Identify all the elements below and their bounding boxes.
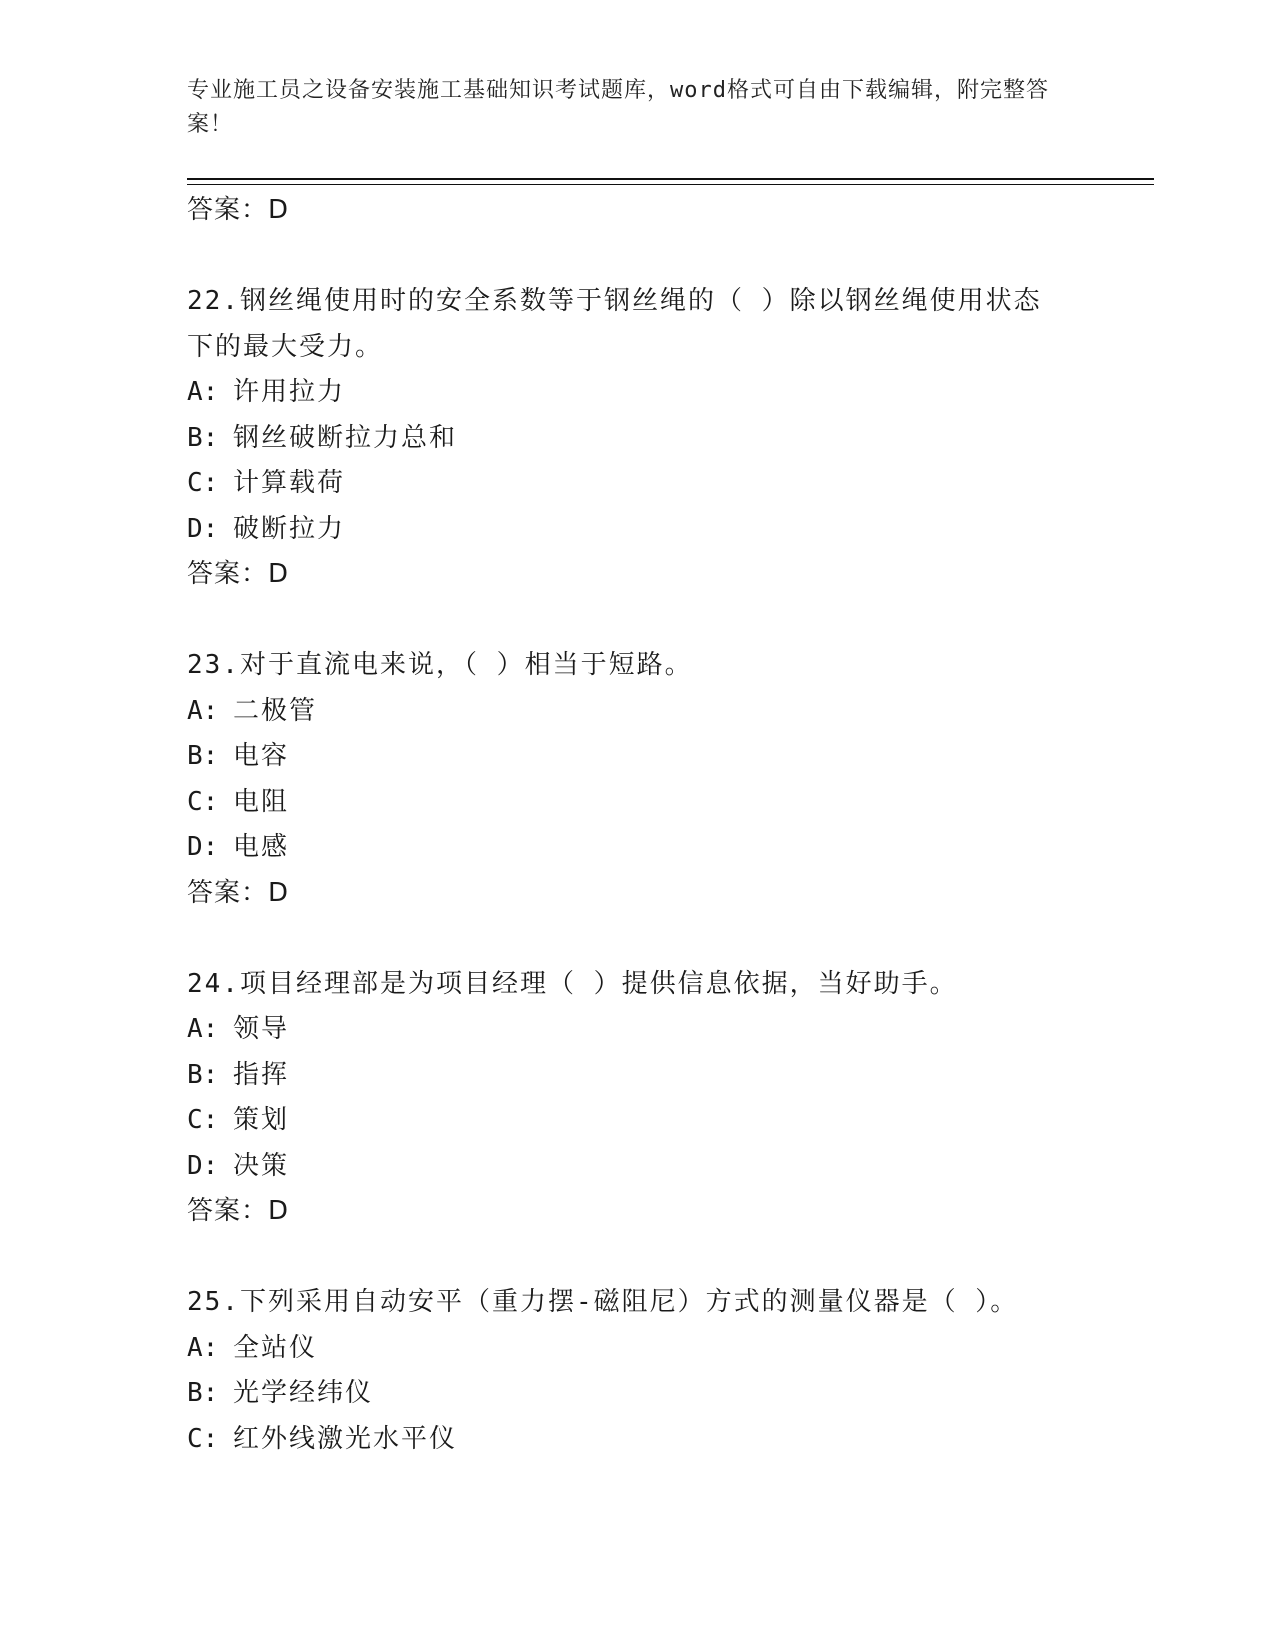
option-letter: B: (187, 1378, 219, 1408)
answer-line: 答案：D (187, 1196, 290, 1226)
option-text: 电容 (233, 741, 290, 771)
option-letter: D: (187, 513, 219, 544)
question-stem: 24.项目经理部是为项目经理（ ）提供信息依据，当好助手。 (187, 968, 958, 999)
option-text: 许用拉力 (233, 377, 346, 407)
option-d (187, 825, 1087, 871)
option-d (187, 507, 1087, 553)
header-rule-thick (187, 178, 1154, 180)
option-c (187, 1417, 1087, 1463)
option-d (187, 1144, 1087, 1190)
spacer (187, 1235, 1087, 1281)
answer-line: 答案：D (187, 559, 290, 589)
option-text: 破断拉力 (233, 513, 346, 544)
question-list (187, 188, 1087, 1462)
option-c (187, 461, 1087, 507)
option-text: 计算载荷 (233, 468, 346, 498)
option-text: 指挥 (233, 1059, 290, 1090)
spacer (187, 916, 1087, 962)
option-c (187, 1098, 1087, 1144)
header-rule-thin (187, 184, 1154, 185)
answer-line: 答案：D (187, 877, 290, 908)
option-letter: C: (187, 468, 219, 498)
question-stem: 22.钢丝绳使用时的安全系数等于钢丝绳的（ ）除以钢丝绳使用状态 (187, 286, 1042, 316)
option-b (187, 416, 1087, 462)
option-b (187, 1053, 1087, 1099)
answer-line: 答案：D (187, 195, 290, 225)
option-letter: B: (187, 1059, 219, 1090)
option-text: 光学经纬仪 (233, 1378, 374, 1408)
question-stem: 23.对于直流电来说，（ ）相当于短路。 (187, 650, 693, 680)
option-letter: A: (187, 1332, 219, 1363)
option-a (187, 689, 1087, 735)
question-stem: 25.下列采用自动安平（重力摆-磁阻尼）方式的测量仪器是（ ）。 (187, 1287, 1019, 1317)
option-letter: D: (187, 832, 219, 862)
option-text: 电感 (233, 832, 290, 862)
option-letter: A: (187, 1014, 219, 1044)
option-letter: A: (187, 377, 219, 407)
document-header: 专业施工员之设备安装施工基础知识考试题库，word格式可自由下载编辑，附完整答案！ (187, 78, 1049, 137)
option-c (187, 780, 1087, 826)
option-text: 全站仪 (233, 1332, 318, 1363)
option-text: 二极管 (233, 695, 318, 726)
option-text: 决策 (233, 1150, 290, 1181)
option-text: 领导 (233, 1014, 290, 1044)
spacer (187, 234, 1087, 280)
question-stem: 下的最大受力。 (187, 331, 384, 362)
option-letter: B: (187, 422, 219, 453)
option-letter: A: (187, 695, 219, 726)
option-a (187, 1326, 1087, 1372)
option-text: 钢丝破断拉力总和 (233, 422, 458, 453)
option-letter: C: (187, 786, 219, 817)
option-text: 电阻 (233, 786, 290, 817)
option-b (187, 1371, 1087, 1417)
option-text: 红外线激光水平仪 (233, 1423, 458, 1454)
option-letter: D: (187, 1150, 219, 1181)
option-a (187, 1007, 1087, 1053)
option-letter: C: (187, 1423, 219, 1454)
option-a (187, 370, 1087, 416)
spacer (187, 598, 1087, 644)
option-letter: C: (187, 1105, 219, 1135)
option-letter: B: (187, 741, 219, 771)
option-b (187, 734, 1087, 780)
option-text: 策划 (233, 1105, 290, 1135)
